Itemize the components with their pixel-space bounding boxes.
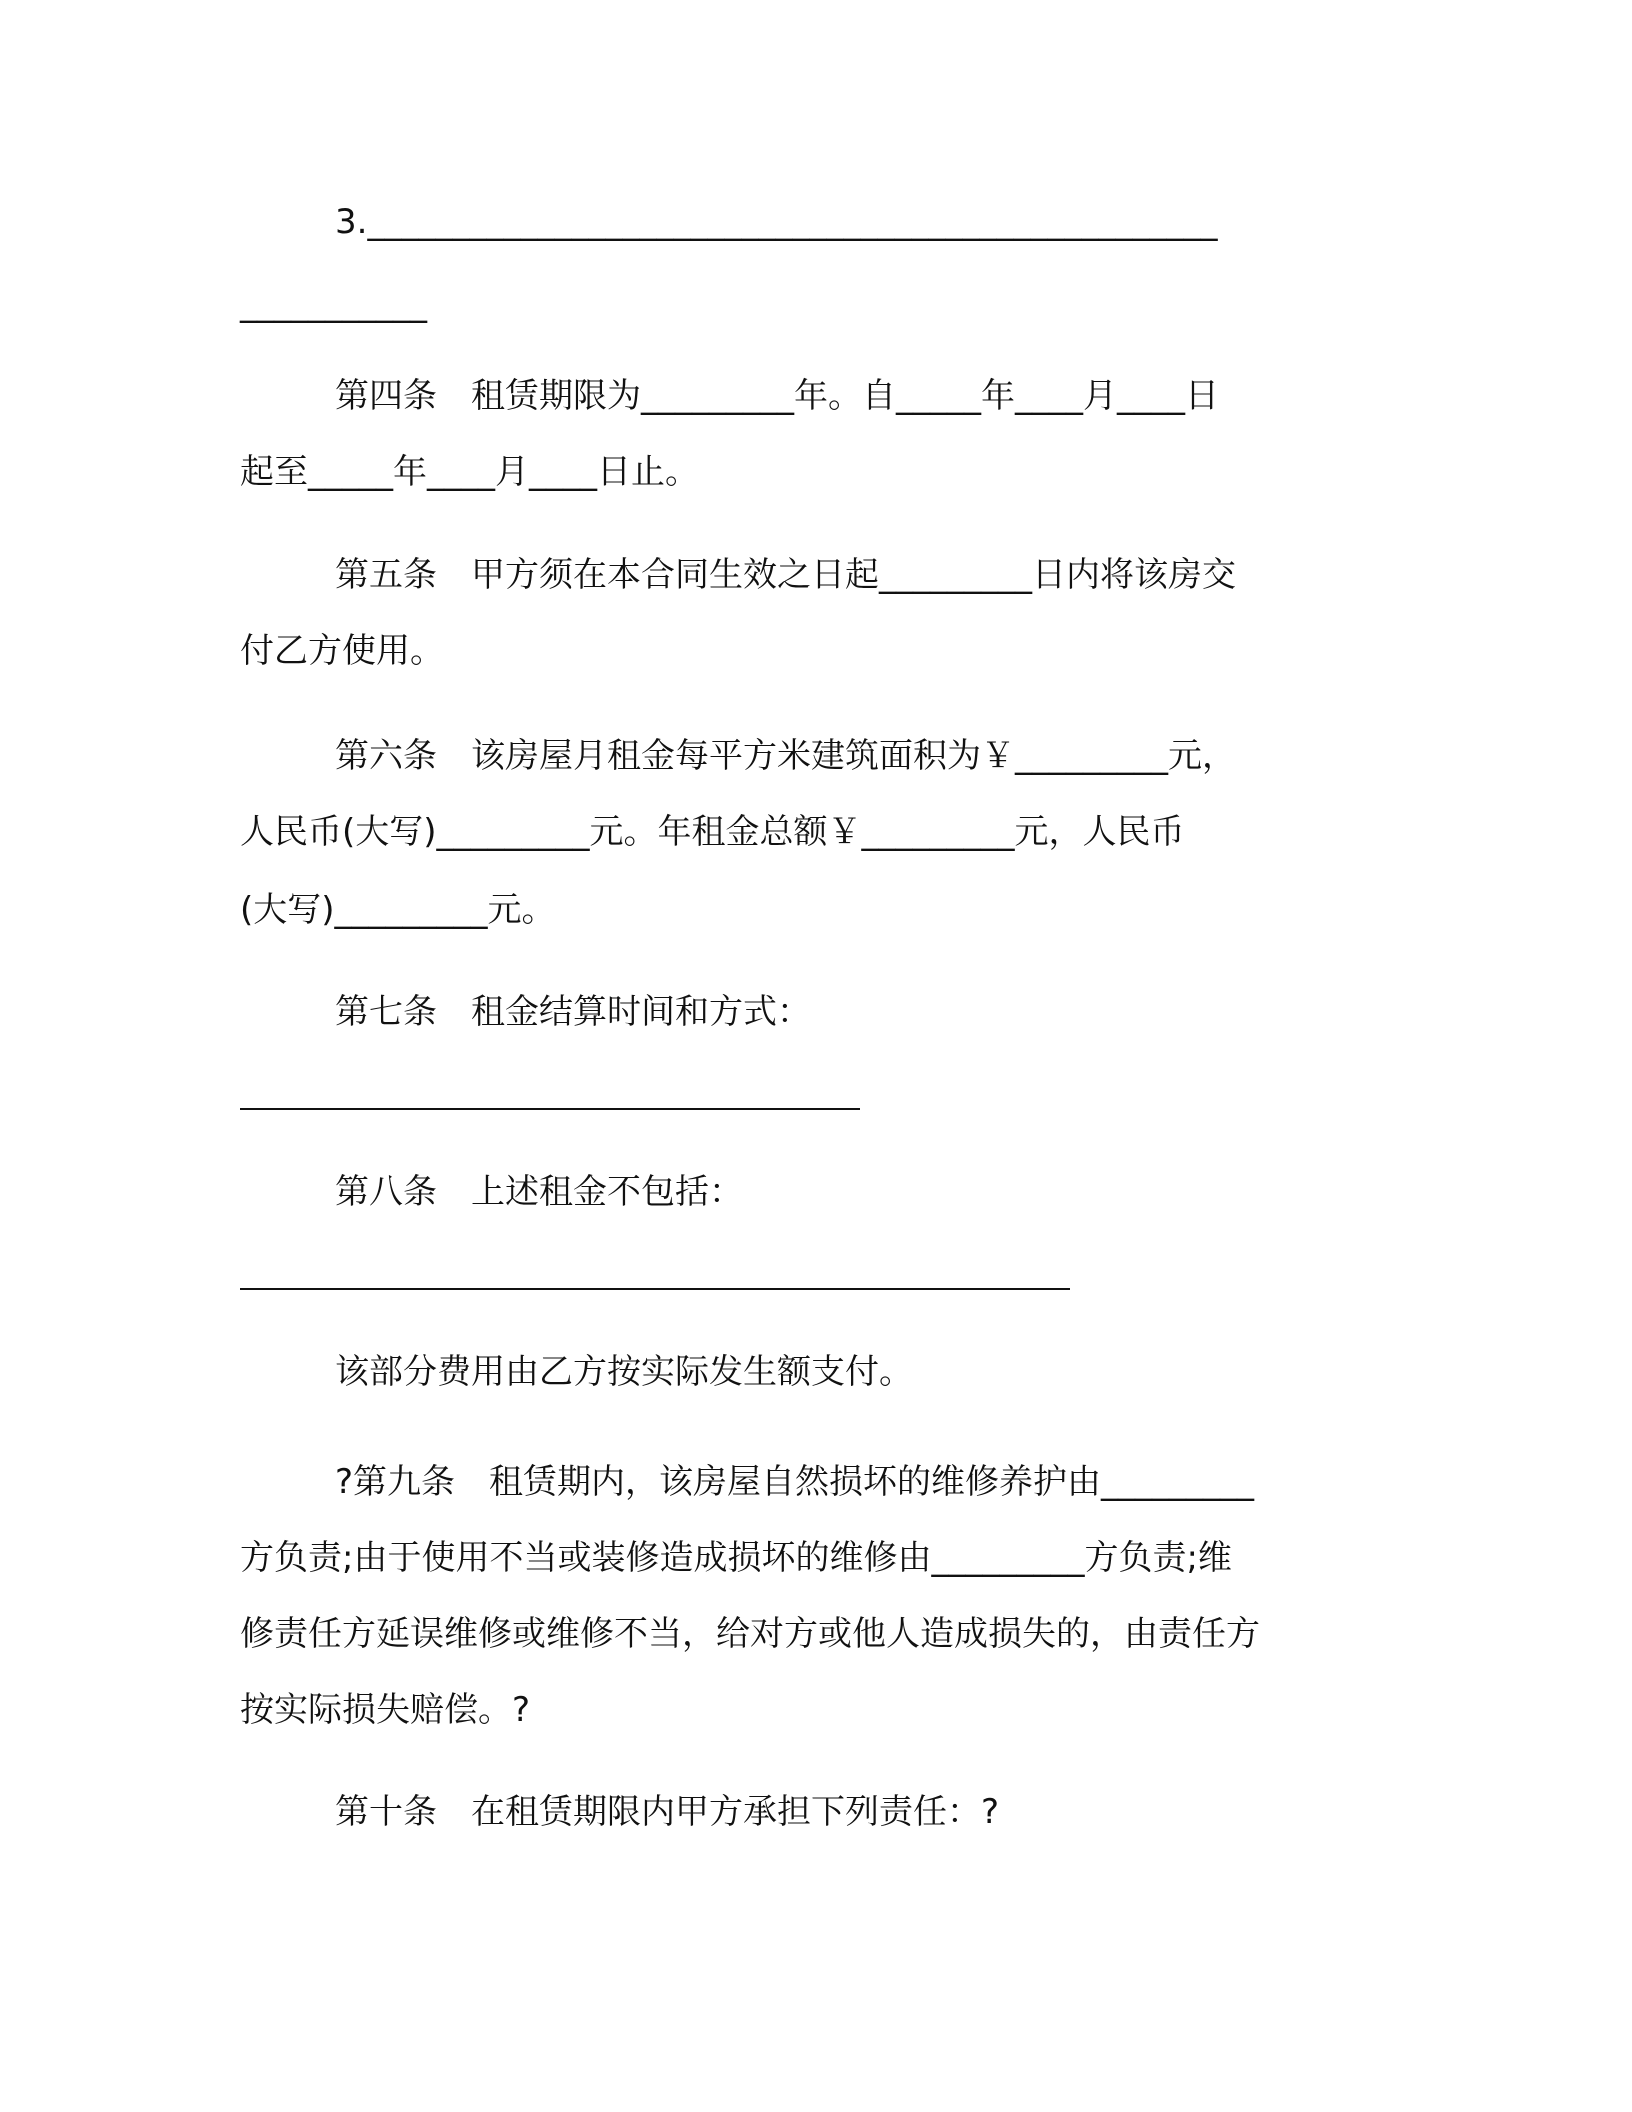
article-9-line-4: 按实际损失赔偿。? <box>240 1690 531 1730</box>
article-8-note: 该部分费用由乙方按实际发生额支付。 <box>335 1352 913 1392</box>
article-8-line: 第八条 上述租金不包括： <box>335 1172 743 1212</box>
article-6-line-2: 人民币(大写)_________元。年租金总额￥_________元，人民币 <box>240 812 1185 852</box>
article-7-blank-rule <box>240 1108 860 1110</box>
article-6-line-1: 第六条 该房屋月租金每平方米建筑面积为￥_________元， <box>335 736 1236 776</box>
article-4-line-2: 起至_____年____月____日止。 <box>240 452 699 492</box>
article-4-line-1: 第四条 租赁期限为_________年。自_____年____月____日 <box>335 376 1219 416</box>
article-8-blank-rule <box>240 1288 1070 1290</box>
article-5-line-1: 第五条 甲方须在本合同生效之日起_________日内将该房交 <box>335 555 1236 595</box>
clause-3-line: 3.__________________________________________________ <box>335 202 1218 242</box>
article-10-line: 第十条 在租赁期限内甲方承担下列责任：? <box>335 1792 1000 1832</box>
article-9-line-3: 修责任方延误维修或维修不当，给对方或他人造成损失的，由责任方 <box>240 1614 1260 1654</box>
article-5-line-2: 付乙方使用。 <box>240 631 444 671</box>
article-7-line: 第七条 租金结算时间和方式： <box>335 992 811 1032</box>
article-9-line-2: 方负责;由于使用不当或装修造成损坏的维修由_________方负责;维 <box>240 1538 1232 1578</box>
clause-3-continuation: ___________ <box>240 284 427 324</box>
article-9-line-1: ?第九条 租赁期内，该房屋自然损坏的维修养护由_________ <box>335 1462 1255 1502</box>
article-6-line-3: (大写)_________元。 <box>240 890 556 930</box>
